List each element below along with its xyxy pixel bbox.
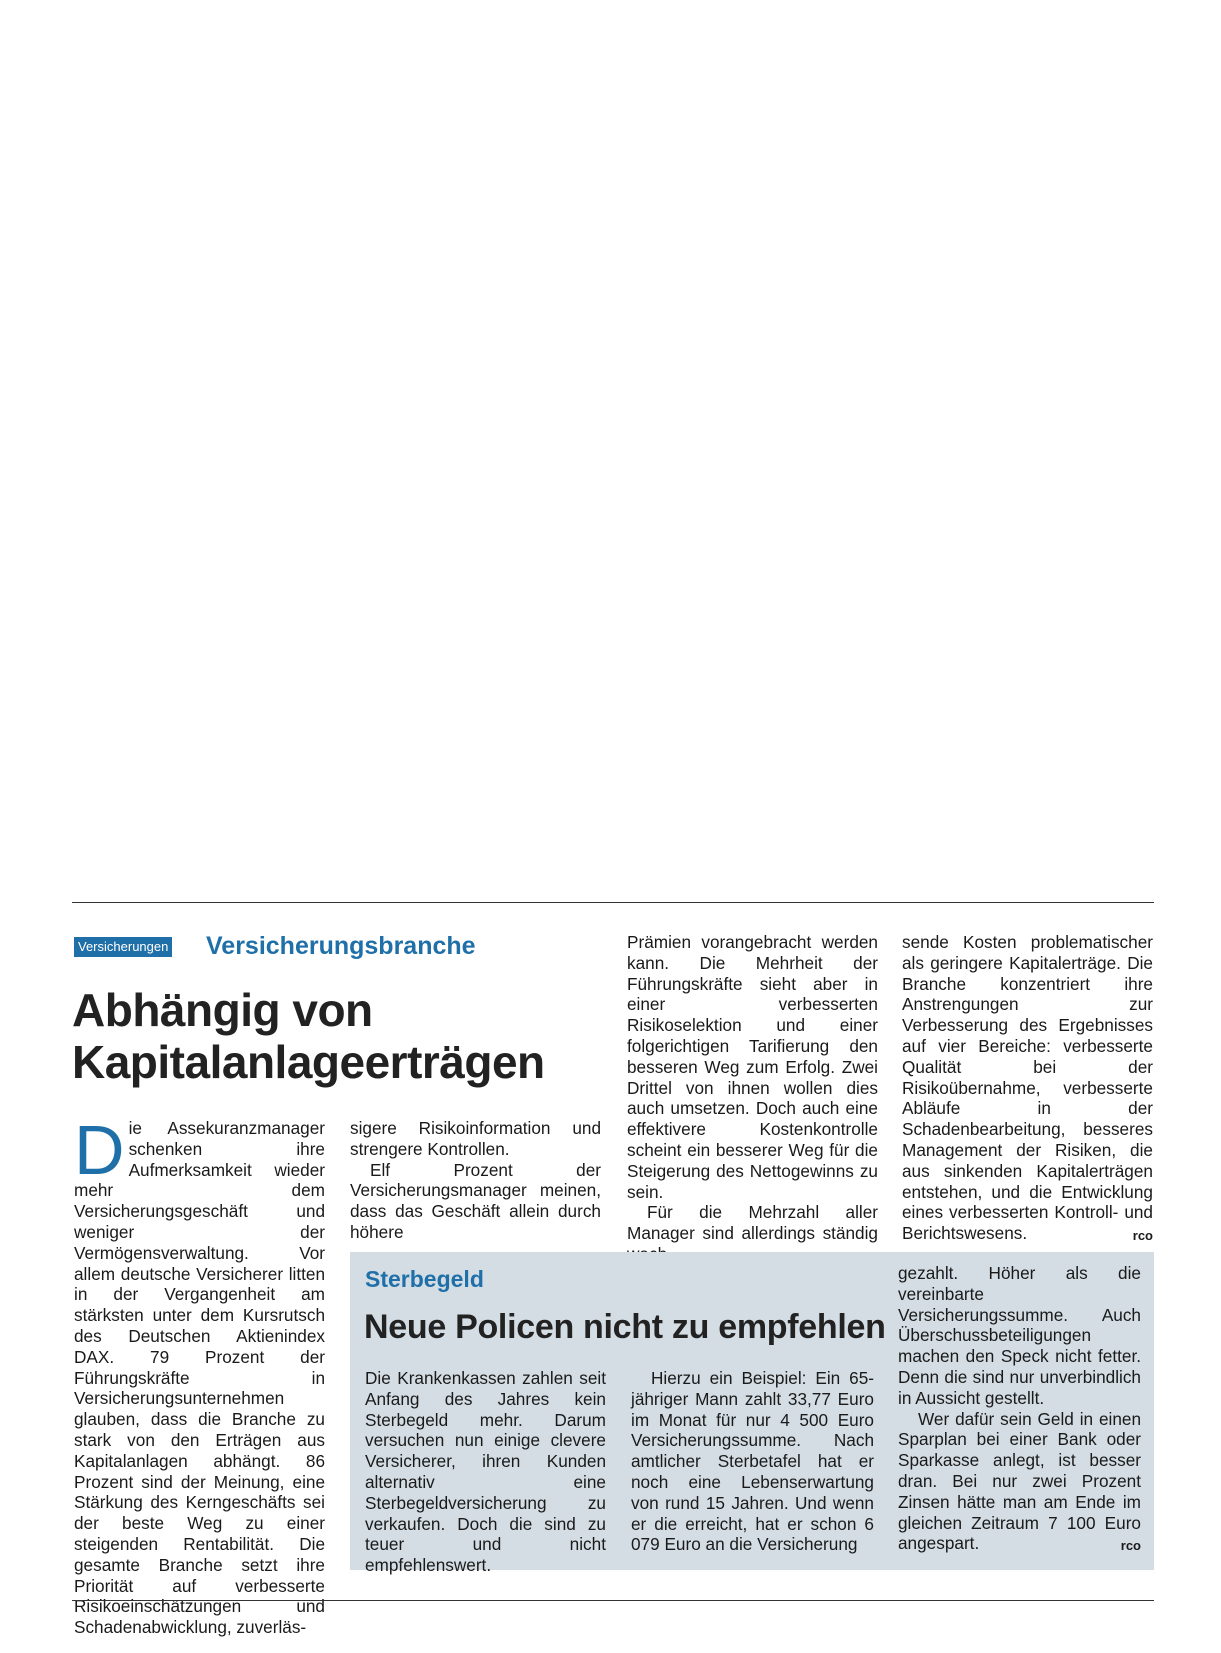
- article-paragraph: [74, 1111, 325, 1638]
- article-paragraph: Prämien vorangebracht werden kann. Die Mehrheit der Führungskräfte sieht aber in einer verbesserten Risikoselektion und einer folgerichtigen Tarifierung den besseren Weg zum Erfolg. Zwei Drittel von ihnen wollen dies auch umsetzen. Doch auch eine effektivere Kostenkontrolle scheint ein besserer Weg für die Steigerung des Nettogewinns zu sein.: [627, 932, 878, 1202]
- sidebar-paragraph: gezahlt. Höher als die vereinbarte Versicherungssumme. Auch Überschussbeteiligungen machen den Speck nicht fetter. Denn die sind nur unverbindlich in Aussicht gestellt.: [898, 1263, 1141, 1408]
- article-paragraph: Für die Mehrzahl aller Manager sind allerdings ständig: [627, 1202, 878, 1244]
- sidebar-paragraph: Die Krankenkassen zahlen seit Anfang des Jahres kein Sterbegeld mehr. Darum versuchen nun einige clevere Versicherer, ihren Kunden alternativ eine Sterbegeldversicherung zu verkaufen. Doch die sind zu teuer und nicht empfehlenswert.: [365, 1368, 606, 1576]
- article-paragraph: [902, 932, 1153, 1244]
- sidebar-kicker: Sterbegeld: [365, 1266, 484, 1292]
- article-column-3: [627, 932, 878, 1265]
- section-tag: Versicherungen: [74, 937, 172, 957]
- sidebar-column-3: [898, 1263, 1141, 1557]
- article-paragraph: sigere Risikoinformation und strengere Kontrollen.: [350, 1118, 601, 1159]
- article-kicker: Versicherungsbranche: [206, 932, 476, 960]
- sidebar-text: Wer dafür sein Geld in einen Sparplan bei einer Bank oder Sparkasse anlegt, ist besser dran. Bei nur zwei Prozent Zinsen hätte man am Ende im gleichen Zeitraum 7 100 Euro angespart.: [898, 1408, 1141, 1554]
- article-text: ie Assekuranzmanager schenken ihre Aufmerksamkeit wieder mehr dem Versicherungsgeschäft und weniger der Vermögensverwaltung. Vor allem deutsche Versicherer litten in der Vergangenheit am stärksten unter dem Kursrutsch des Deutschen Aktienindex DAX. 79 Prozent der Führungskräfte in Versicherungsunternehmen glauben, dass die Branche zu stark von den Erträgen aus Kapitalanlagen abhängt. 86 Prozent sind der Meinung, eine Stärkung des Kerngeschäfts sei der beste Weg zu einer steigenden Rentabilität. Die gesamte Branche setzt ihre Priorität auf verbesserte Risikoeinschätzungen und Schadenabwicklung, zuverläs-: [74, 1118, 325, 1638]
- headline-line-1: Abhängig von: [72, 984, 373, 1036]
- author-signature: rco: [1132, 1228, 1153, 1244]
- dropcap: D: [74, 1111, 125, 1189]
- article-headline: [72, 984, 632, 1088]
- sidebar-paragraph: Hierzu ein Beispiel: Ein 65-jähriger Mann zahlt 33,77 Euro im Monat für nur 4 500 Euro Versicherungssumme. Nach amtlicher Sterbetafel hat er noch eine Lebenserwartung von rund 15 Jahren. Und wenn er die erreicht, hat er schon 6 079 Euro an die Versicherung: [631, 1368, 874, 1555]
- bottom-rule: [72, 1600, 1154, 1601]
- sidebar-column-1: [365, 1368, 606, 1576]
- sidebar-paragraph: [898, 1409, 1141, 1555]
- article-text: sende Kosten problematischer als geringere Kapitalerträge. Die Branche konzentriert ihre Anstrengungen zur Verbesserung des Ergebnisses auf vier Bereiche: verbesserte Qualität bei der Risikoübernahme, verbesserte Abläufe in der Schadenbearbeitung, besseres Management der Risiken, die aus sinkenden Kapitalerträgen entstehen, und die Entwicklung eines verbesserten Kontroll- und Berichtswesens.: [902, 932, 1153, 1244]
- headline-line-2: Kapitalanlageerträgen: [72, 1036, 545, 1088]
- sidebar-column-2: [631, 1368, 874, 1555]
- article-column-4: [902, 932, 1153, 1247]
- article-paragraph: Elf Prozent der Versicherungsmanager meinen, dass das Geschäft allein durch höhere: [350, 1159, 601, 1242]
- article-column-2: [350, 1118, 601, 1243]
- sidebar-headline: Neue Policen nicht zu empfehlen: [364, 1308, 886, 1346]
- top-rule: [72, 902, 1154, 903]
- sidebar-signature: rco: [1120, 1538, 1141, 1554]
- article-column-1: [74, 1111, 325, 1638]
